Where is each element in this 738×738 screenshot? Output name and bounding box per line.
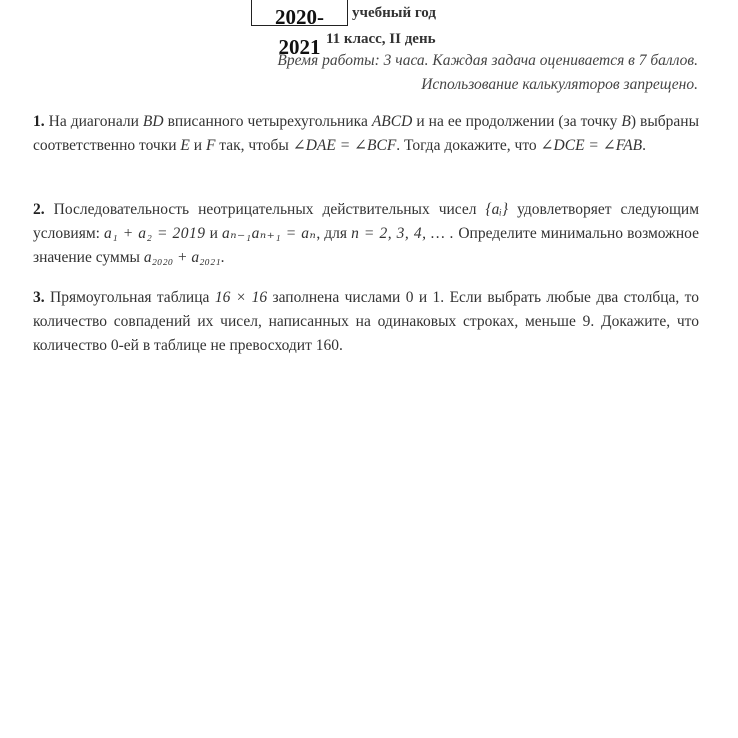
problem-text: ) выбраны соответственно точки	[33, 113, 700, 154]
problem-text: удовлетворяет следующим условиям:	[33, 201, 700, 242]
grade-day: 11 класс, II день	[326, 31, 436, 47]
math-expr: F	[205, 137, 216, 154]
problem-text: вписанного четырехугольника	[163, 113, 372, 130]
math-expr: ABCD	[371, 113, 413, 130]
problem-text: .	[220, 249, 225, 266]
math-expr: {aᵢ}	[485, 201, 509, 218]
problem-number: 1.	[33, 113, 45, 130]
problem-text: так, чтобы	[215, 137, 293, 154]
math-expr: 16 × 16	[214, 289, 268, 306]
school-year-label: учебный год	[352, 5, 436, 21]
math-expr: ∠DAE = ∠BCF	[292, 137, 397, 154]
math-expr: n = 2, 3, 4, … .	[351, 225, 455, 242]
problem-text: и	[205, 225, 222, 242]
problem-text: Определите минимально возможное значение суммы	[33, 225, 699, 266]
problem-2	[33, 198, 699, 270]
math-expr: aₙ₋₁aₙ₊₁ = aₙ	[221, 225, 317, 242]
problem-text: .	[642, 137, 647, 154]
problem-text: , для	[316, 225, 352, 242]
math-expr: BD	[142, 113, 164, 130]
math-expr: a₁ + a₂ = 2019	[104, 225, 206, 242]
math-expr: B	[621, 113, 631, 130]
problem-text: Прямоугольная таблица	[50, 289, 215, 306]
math-expr: a₂₀₂₀ + a₂₀₂₁	[143, 249, 221, 266]
problem-text: На диагонали	[48, 113, 143, 130]
problem-text: заполнена числами 0 и 1. Если выбрать любые два столбца, то количество совпадений их чисел, написанных на одинаковых строках, меньше 9. Докажите, что количество 0-ей в таблице не превосходит 160.	[33, 289, 700, 354]
problem-text: и	[189, 137, 206, 154]
calculator-note: Использование калькуляторов запрещено.	[421, 76, 698, 93]
math-expr: E	[180, 137, 190, 154]
problem-text: и на ее продолжении (за точку	[412, 113, 622, 130]
problem-number: 3.	[33, 289, 45, 306]
math-expr: ∠DCE = ∠FAB	[540, 137, 643, 154]
problem-text: Последовательность неотрицательных действительных чисел	[53, 201, 486, 218]
problem-number: 2.	[33, 201, 45, 218]
school-year: 2020- 2021	[275, 5, 324, 59]
problem-text: . Тогда докажите, что	[396, 137, 541, 154]
problem-1	[33, 110, 699, 158]
problem-3	[33, 286, 699, 358]
duration-note: Время работы: 3 часа. Каждая задача оценивается в 7 баллов.	[277, 52, 698, 69]
